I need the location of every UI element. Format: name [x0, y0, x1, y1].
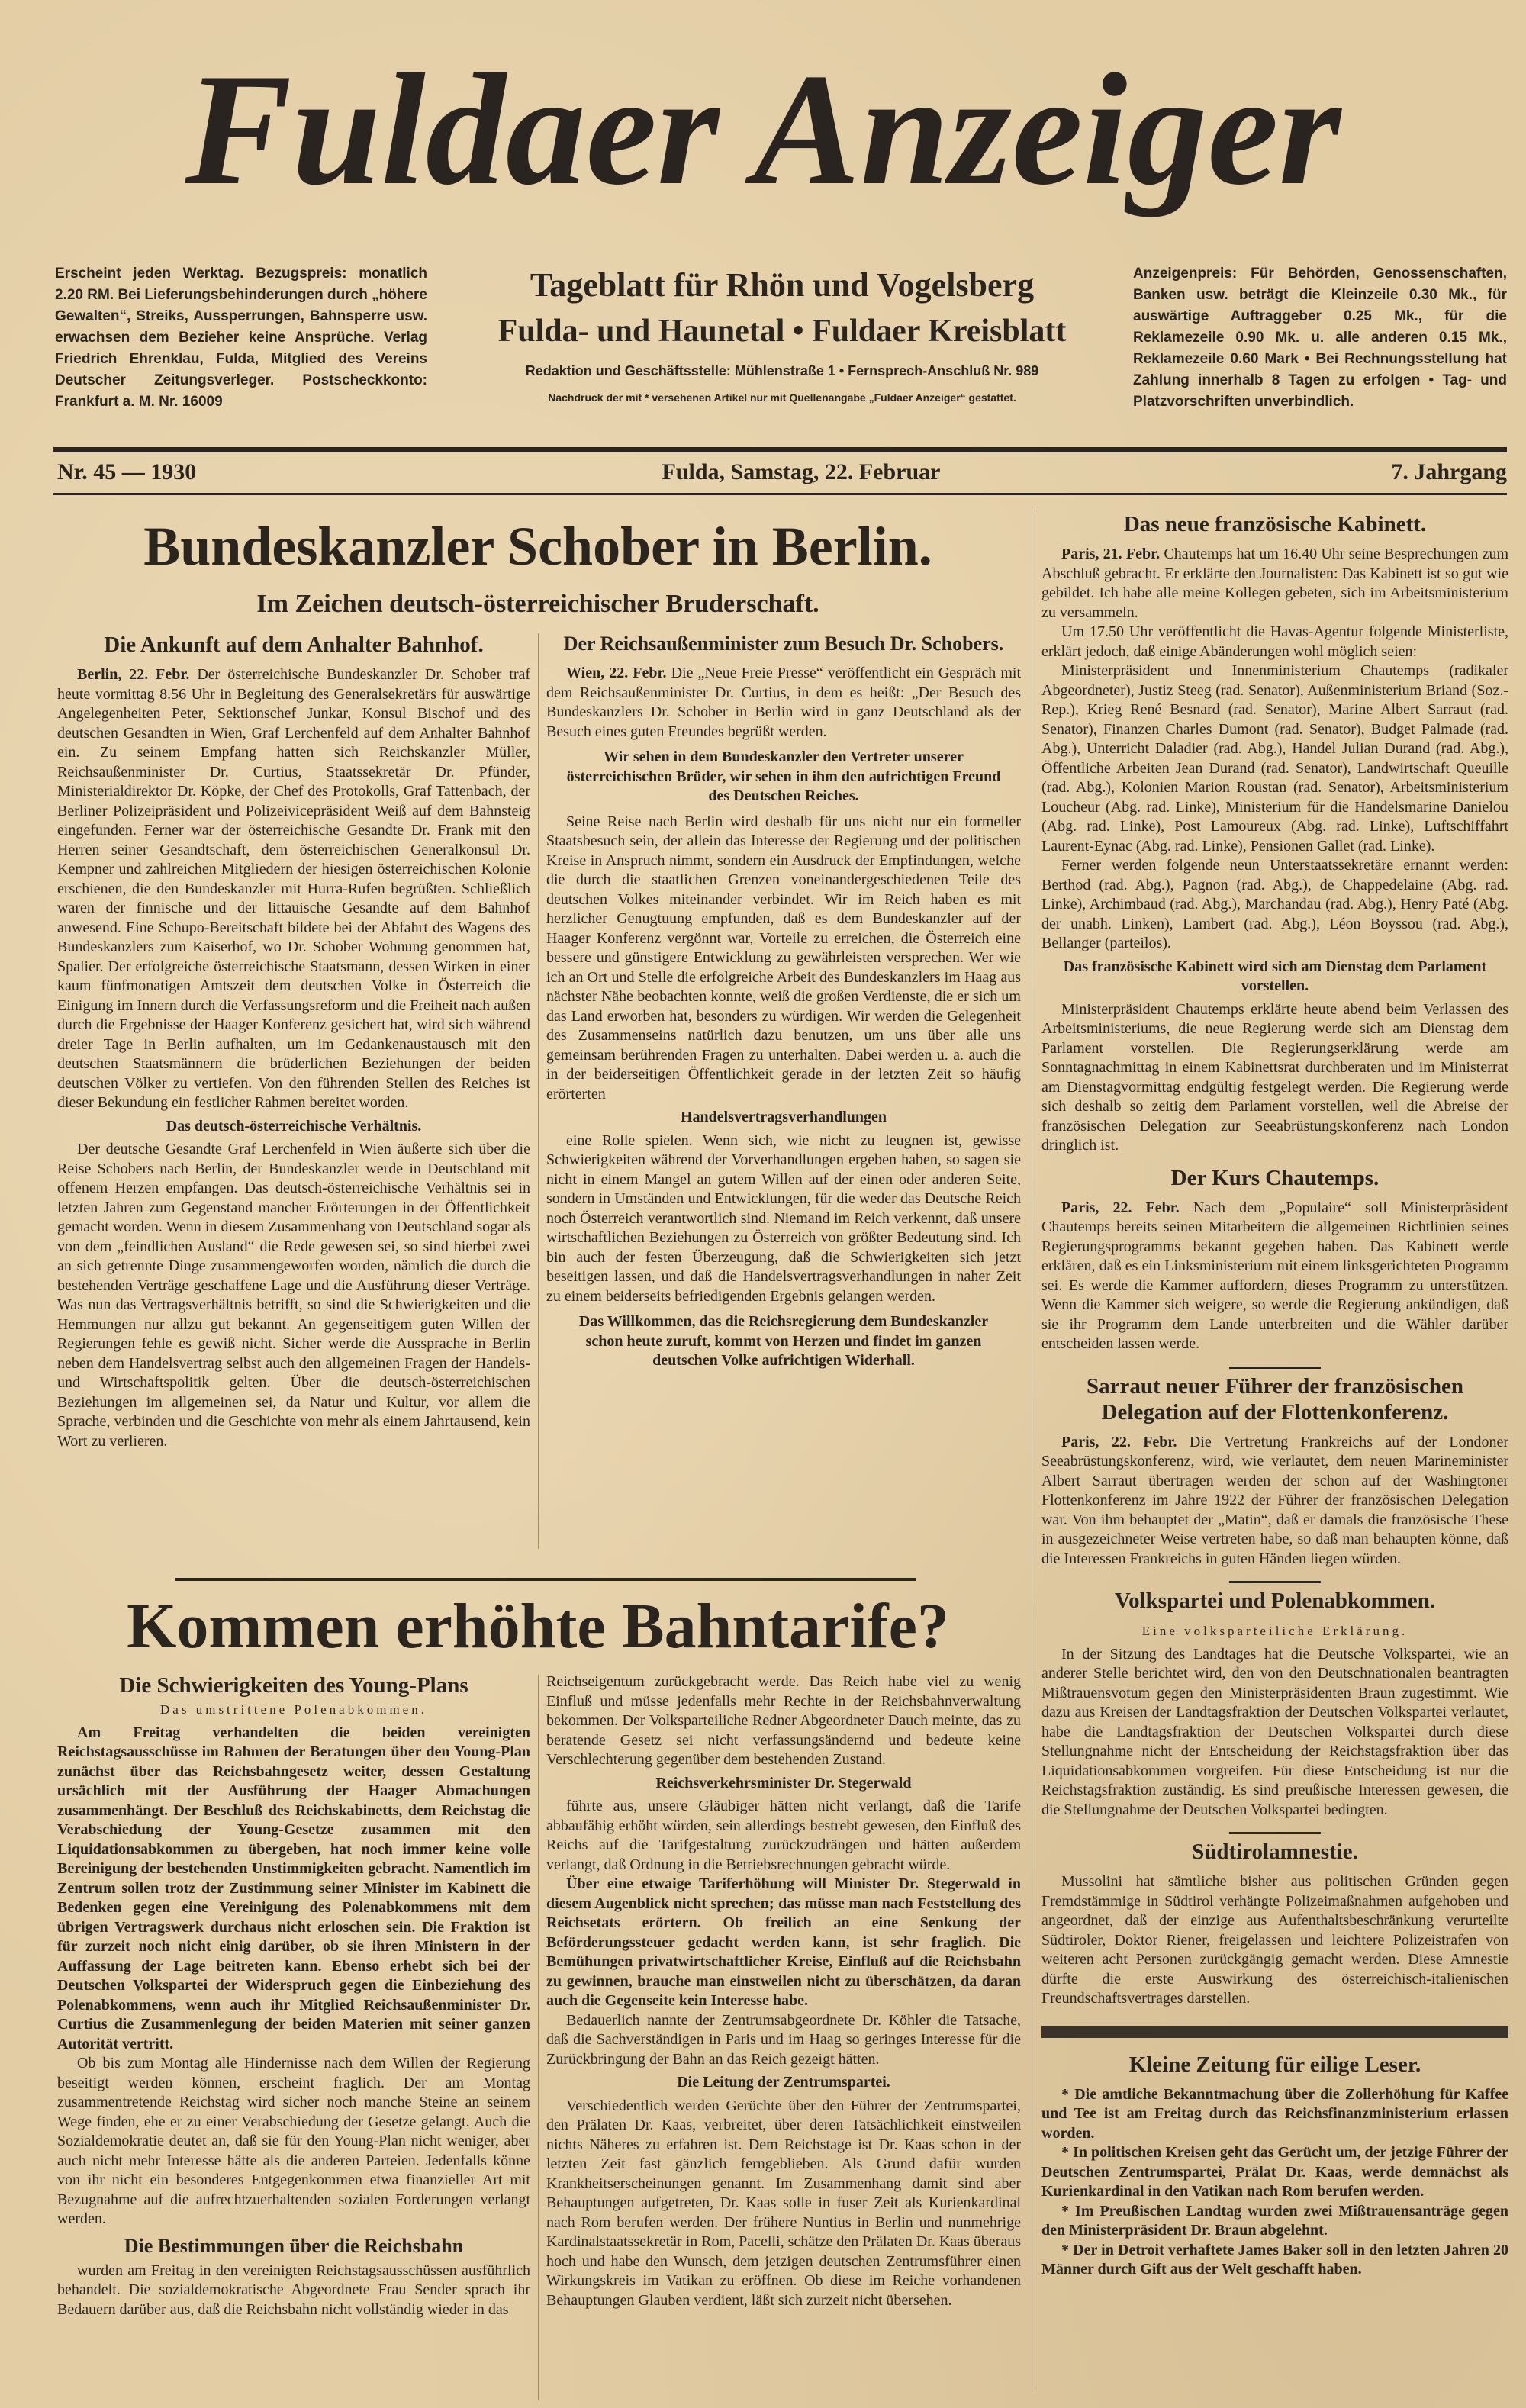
issue-number: Nr. 45 — 1930	[57, 459, 197, 484]
article-dateline: Paris, 21. Febr.	[1061, 546, 1161, 562]
dark-band-rule	[1041, 2026, 1508, 2038]
right-column	[1041, 507, 1508, 2280]
lead-column-1	[57, 627, 530, 1451]
second-column-2	[546, 1672, 1021, 2310]
section-rule	[175, 1578, 916, 1581]
article-heading: Der Kurs Chautemps.	[1170, 1165, 1380, 1190]
news-item: * Im Preußischen Landtag wurden zwei Mißtrauensanträge gegen den Ministerpräsident Dr. Braun abgelehnt.	[1041, 2202, 1508, 2239]
lead-subheadline: Im Zeichen deutsch-österreichischer Bruderschaft.	[256, 590, 819, 618]
article-dateline: Wien, 22. Febr.	[566, 665, 667, 681]
article-text: wurden am Freitag in den vereinigten Reichstagsausschüssen ausführlich behandelt. Die sozialdemokratische Abgeordnete Frau Sender sprach ihr Bedauern darüber aus, daß die Reichsbahn nicht vollständig wieder in das	[57, 2262, 530, 2318]
article-heading: Die Schwierigkeiten des Young-Plans	[119, 1673, 468, 1698]
article-text: Ob bis zum Montag alle Hindernisse nach dem Willen der Regierung beseitigt werden können, erscheint fraglich. Der am Montag zusammentretende Reichstag wird sicher noch manche Steine an seinem Wege finden, ehe er zu einer Verabschiedung der Gesetze gelangt. Auch die Sozialdemokratie deutet an, daß sie für den Young-Plan nicht weniger, aber auch nicht mehr Interesse hätte als die anderen Parteien. Jedenfalls könne von ihr nicht ein besonderes Entgegenkommen etwa finanzieller Art mit Bezugnahme auf die aufrechtzuerhaltenden sozialen Forderungen verlangt werden.	[57, 2055, 530, 2227]
article-text: In der Sitzung des Landtages hat die Deutsche Volkspartei, wie an anderer Stelle berichtet wird, den von den Deutschnationalen beantragten Mißtrauensvotum gegen den Ministerpräsidenten Braun zugestimmt. Wie dazu aus Kreisen der Landtagsfraktion der Deutschen Volkspartei verlautet, habe die Landtagsfraktion der Deutschen Volkspartei durch diese Stellungnahme nicht der Entscheidung der Reichstagsfraktion über das Liquidationsabkommen vorgreifen. Für diese Entscheidung ist nur die Reichstagsfraktion zuständig. Es sind preußische Interessen gewesen, die die Stellungnahme der Deutschen Volkspartei bedingten.	[1041, 1645, 1508, 1818]
article-text: Mussolini hat sämtliche bisher aus politischen Gründen gegen Fremdstämmige in Südtirol verhängte Polizeimaßnahmen aufgehoben und angeordnet, daß der einzige aus Aufenthaltsbeschränkung verurteilte Südtiroler, Doktor Riener, freigelassen und leichtere Polizeistrafen von weiteren acht Personen zurückgängig gemacht werden. Diese Amnestie dürfte die erste Auswirkung des österreichisch-italienischen Freundschaftsvertrages darstellen.	[1041, 1873, 1508, 2007]
article-heading: Der Reichsaußenminister zum Besuch Dr. Schobers.	[563, 633, 1004, 655]
header-rule	[53, 447, 1507, 452]
address-line: Redaktion und Geschäftsstelle: Mühlenstraße 1 • Fernsprech-Anschluß Nr. 989	[525, 363, 1039, 378]
short-rule	[1229, 1367, 1321, 1369]
short-rule	[1229, 1581, 1321, 1583]
article-heading: Die Bestimmungen über die Reichsbahn	[124, 2234, 464, 2257]
article-subheading: Eine volksparteiliche Erklärung.	[1141, 1624, 1408, 1638]
article-text: Ferner werden folgende neun Unterstaatssekretäre ernannt werden: Berthod (rad. Abg.), Pagnon (rad. Abg.), de Chappedelaine (Abg. rad. Linke), Archimbaud (rad. Abg.), Marchandau (rad. Abg.), Henry Paté (Abg. der unabh. Linken), Lambert (rad. Abg.), Léon Boyssou (rad. Abg.), Bellanger (parteilos).	[1041, 857, 1508, 951]
article-text: Chautemps hat um 16.40 Uhr seine Besprechungen zum Abschluß gebracht. Er erklärte den Journalisten: Das Kabinett ist so gut wie gebildet. Ich habe alle meine Kollegen gebeten, sich im Arbeitsministerium zu versammeln.	[1041, 546, 1508, 621]
article-heading: Das neue französische Kabinett.	[1123, 512, 1427, 536]
section-subheading: Handelsvertragsverhandlungen	[680, 1109, 887, 1125]
article-heading: Sarraut neuer Führer der französischen Delegation auf der Flottenkonferenz.	[1086, 1373, 1464, 1425]
section-subheading: Die Leitung der Zentrumspartei.	[677, 2074, 890, 2091]
short-rule	[1229, 1832, 1321, 1834]
newspaper-title: Fuldaer Anzeiger	[185, 41, 1341, 218]
lead-headline: Bundeskanzler Schober in Berlin.	[143, 516, 932, 577]
article-text: Der österreichische Bundeskanzler Dr. Schober traf heute vormittag 8.56 Uhr in Begleitung des Generalsekretärs für auswärtige Angelegenheiten Peter, Sektionschef Junkar, Konsul Bischof und des deutschen Gesandten in Wien, Graf Lerchenfeld auf dem Anhalter Bahnhof ein. Zu seinem Empfang hatten sich Reichskanzler Müller, Reichsaußenminister Dr. Curtius, Staatssekretär Dr. Pfünder, Ministerialdirektor Dr. Köpke, der Chef des Protokolls, Graf Tattenbach, der Berliner Polizeipräsident und Polizeivicepräsident Weiß auf dem Bahnsteig eingefunden. Ferner war der österreichische Gesandte Dr. Frank mit den Herren seiner Gesandtschaft, dem österreichischen Generalkonsul Dr. Kempner und zahlreichen Mitgliedern der hiesigen österreichischen Kolonie erschienen, die den Bundeskanzler mit Hurra-Rufen begrüßten. Schließlich waren der finnische und der littauische Gesandte auf dem Bahnhof anwesend. Eine Schupo-Bereitschaft bildete bei der Abfahrt des Wagens des Bundeskanzlers zum Kaiserhof, wo Dr. Schober Wohnung genommen hat, Spalier. Der erfolgreiche österreichische Staatsmann, dessen Wirken in einer kaum fünfmonatigen Amtszeit dem deutschen Volke in Österreich die Einigung im Innern durch die Verfassungsreform und die Freiheit nach außen durch die Ergebnisse der Haager Konferenz gesichert hat, wird sich während dreier Tage in Berlin aufhalten, um im Gedankenaustausch mit den deutschen Staatsmännern die brüderlichen Beziehungen der beiden deutschen Völker zu vertiefen. Von den führenden Stellen des Reiches ist dieser Bekundung ein festlicher Rahmen bereitet worden.	[57, 666, 531, 1111]
article-text: Bedauerlich nannte der Zentrumsabgeordnete Dr. Köhler die Tatsache, daß die Sachverständigen in Paris und im Haag so geringes Interesse für die Zurückbringung der Bahn an das Reich gezeigt hätten.	[546, 2011, 1021, 2068]
news-item: * In politischen Kreisen geht das Gerücht um, der jetzige Führer der Deutschen Zentrumspartei, Prälat Dr. Kaas, werde demnächst als Kurienkardinal in den Vatikan nach Rom berufen werden.	[1041, 2144, 1508, 2200]
article-text: Um 17.50 Uhr veröffentlicht die Havas-Agentur folgende Ministerliste, erklärt jedoch, daß einige Abänderungen wohl möglich seien:	[1041, 623, 1508, 660]
section-subheading: Reichsverkehrsminister Dr. Stegerwald	[655, 1774, 912, 1792]
news-item: * Der in Detroit verhaftete James Baker soll in den letzten Jahren 20 Männer durch Gift aus der Welt geschafft haben.	[1041, 2241, 1508, 2278]
article-text: führte aus, unsere Gläubiger hätten nicht verlangt, daß die Tarife abbaufähig erhöht würden, sein allerdings bestrebt gewesen, den Einfluß des Reichs auf die Tarifgestaltung zurückzudrängen und hätten außerdem verlangt, daß Ordnung in die Betriebsrechnungen gebracht würde.	[546, 1798, 1021, 1873]
article-text: Am Freitag verhandelten die beiden vereinigten Reichstagsausschüsse im Rahmen der Beratungen über den Young-Plan zunächst über das Reichsbahngesetz weiter, dessen Gestaltung ursächlich mit der Ausführung der Haager Abmachungen zusammenhängt. Der Beschluß des Reichskabinetts, dem Reichstag die Verabschiedung der Young-Gesetze zusammen mit den Liquidationsabkommen zu übergeben, hat noch immer keine volle Bereinigung der bestehenden Unstimmigkeiten gebracht. Namentlich im Zentrum sollen trotz der Zustimmung seiner Minister im Kabinett die Bedenken gegen eine Vereinigung des Polenabkommens mit dem übrigen Vertragswerk durchaus nicht erloschen sein. Die Fraktion ist für zurzeit noch nicht einig darüber, ob sie ihren Ministern in der Auffassung der Lage beitreten kann. Ebenso erhebt sich bei der Deutschen Volkspartei der Widerspruch gegen die Einbeziehung des Polenabkommens, wenn auch ihr Mitglied Reichsaußenminister Dr. Curtius die Zusammenlegung der beiden Materien mit seiner ganzen Autorität vertritt.	[57, 1724, 530, 2052]
article-text: Verschiedentlich werden Gerüchte über den Führer der Zentrumspartei, den Prälaten Dr. Kaas, verbreitet, über deren Tatsächlichkeit einstweilen nichts Näheres zu erfahren ist. Dem Reichstage ist Dr. Kaas schon in der letzten Zeit fast gänzlich ferngeblieben. Als Grund dafür wurden Krankheitserscheinungen genannt. Im Zusammenhang damit sind aber Behauptungen aufgetreten, Dr. Kaas solle in fuser Zeit als Kurienkardinal nach Rom berufen werden. Der frühere Nuntius in Berlin und nunmehrige Kardinalstaatssekretär in Rom, Pacelli, schätze den Prälaten Dr. Kaas überaus hoch und habe den Wunsch, dem jetzigen deutschen Zentrumsführer einen Wirkungskreis im Vatikan zu eröffnen. Ob diese im Reiche vorhandenen Behauptungen Glauben verdient, läßt sich zurzeit nicht übersehen.	[546, 2097, 1022, 2309]
reprint-note: Nachdruck der mit * versehenen Artikel nur mit Quellenangabe „Fuldaer Anzeiger“ gestattet.	[548, 391, 1016, 404]
subscription-info: Erscheint jeden Werktag. Bezugspreis: monatlich 2.20 RM. Bei Lieferungsbehinderungen durch „höhere Gewalten“, Streiks, Aussperrungen, Bahnsperre usw. erwachsen dem Bezieher keine Ansprüche. Verlag Friedrich Ehrenklau, Fulda, Mitglied des Vereins Deutscher Zeitungsverleger. Postscheckkonto: Frankfurt a. M. Nr. 16009	[55, 266, 427, 410]
article-text: Nach dem „Populaire“ soll Ministerpräsident Chautemps bereits seinen Mitarbeitern die allgemeinen Richtlinien seines Regierungsprogramms bekannt gegeben haben. Das Kabinett werde erklären, daß es ein Linksministerium mit einem linksgerichteten Programm sei. Es werde die Kammer auffordern, dieses Programm zu unterstützen. Wenn die Kammer sich weigere, so werde die Regierung ankündigen, daß sie ihr Programm dem Lande unterbreiten und die Wähler darüber entscheiden lassen werde.	[1041, 1199, 1509, 1352]
article-heading: Kleine Zeitung für eilige Leser.	[1128, 2052, 1421, 2077]
article-dateline: Berlin, 22. Febr.	[77, 666, 190, 683]
subtitle-1: Tageblatt für Rhön und Vogelsberg	[530, 266, 1035, 304]
article-heading: Volkspartei und Polenabkommen.	[1114, 1589, 1436, 1613]
article-text: Über eine etwaige Tariferhöhung will Minister Dr. Stegerwald in diesem Augenblick nicht sprechen; das müsse man nach Feststellung des Reichsetats erörtern. Ob freilich an eine Senkung der Beförderungssteuer gedacht werden kann, ist sehr fraglich. Die Bemühungen privatwirtschaftlicher Kreise, Einfluß auf die Reichsbahn zu gewinnen, brauche man einstweilen nicht zu überschätzen, da daran auch die Gegenseite kein Interesse habe.	[546, 1875, 1021, 2009]
dateline-rule	[53, 493, 1507, 495]
second-headline: Kommen erhöhte Bahntarife?	[127, 1591, 949, 1662]
closing-statement: Das Willkommen, das die Reichsregierung dem Bundeskanzler schon heute zuruft, kommt von Herzen und findet im ganzen deutschen Volke aufrichtigen Widerhall.	[578, 1313, 989, 1369]
article-text: Der deutsche Gesandte Graf Lerchenfeld in Wien äußerte sich über die Reise Schobers nach Berlin, der Bundeskanzler werde in Deutschland mit offenem Herzen empfangen. Das deutsch-österreichische Verhältnis sei in letzten Jahren zum Gegenstand mancher Erörterungen in der Öffentlichkeit gemacht worden. Wenn in diesem Zusammenhang von Deutschland sogar als von dem „feindlichen Ausland“ die Rede gewesen sei, so sind hierbei zwei an sich getrennte Dinge zusammengeworfen worden, nämlich die durch die bestehenden Verträge geschaffene Lage und die Ausführung dieser Verträge. Was nun das Vertragsverhältnis betrifft, so sind die Schwierigkeiten und die Hemmungen nur allzu gut bekannt. An gegenseitigem guten Willen der Regierungen fehle es gewiß nicht. Sicher werde die Aussprache in Berlin neben dem Handelsvertrag selbst auch den allgemeinen Fragen der Handels- und Wirtschaftspolitik gelten. Über die deutsch-österreichischen Beziehungen im allgemeinen sei, da Natur und Kultur, vor allem die Sprache, verbinden und die Geschichte von mehr als einem Jahrtausend, kein Wort zu verlieren.	[57, 1141, 530, 1450]
article-dateline: Paris, 22. Febr.	[1061, 1199, 1180, 1216]
news-item: * Die amtliche Bekanntmachung über die Zollerhöhung für Kaffee und Tee ist am Freitag durch das Reichsfinanzministerium erlassen worden.	[1041, 2085, 1508, 2142]
subtitle-2: Fulda- und Haunetal • Fuldaer Kreisblatt	[497, 314, 1067, 349]
article-text: Reichseigentum zurückgebracht werde. Das Reich habe viel zu wenig Einfluß und müsse jedenfalls mehr Rechte in der Reichsbahnverwaltung bekommen. Der Volksparteiliche Redner Abgeordneter Dauch meinte, das zu beratende Gesetz sei nicht verfassungsändernd und bedeute keine Verschlechterung gegenüber dem bestehenden Zustand.	[546, 1673, 1021, 1768]
article-text: Die Vertretung Frankreichs auf der Londoner Seeabrüstungskonferenz, wird, wie verlautet, dem neuen Marineminister Albert Sarraut übertragen werden der schon auf der Washingtoner Flottenkonferenz im Jahre 1922 der Führer der französischen Delegation war. Von ihm behauptet der „Matin“, daß er damals die französische These in ausgezeichneter Weise vertreten habe, so daß man behaupten könne, daß die Interessen Frankreichs in guten Händen liegen würden.	[1041, 1433, 1508, 1567]
second-column-1	[57, 1669, 530, 2319]
article-heading: Die Ankunft auf dem Anhalter Bahnhof.	[104, 633, 484, 657]
article-dateline: Paris, 22. Febr.	[1061, 1433, 1177, 1450]
article-text: Die „Neue Freie Presse“ veröffentlicht ein Gespräch mit dem Reichsaußenminister Dr. Curtius, in dem es heißt: „Der Besuch des Bundeskanzlers Dr. Schober in Berlin wird in ganz Deutschland als der Besuch eines guten Freundes begrüßt werden.	[546, 665, 1022, 740]
section-subheading: Das deutsch-österreichische Verhältnis.	[166, 1117, 422, 1135]
advertising-rates: Anzeigenpreis: Für Behörden, Genossenschaften, Banken usw. beträgt die Kleinzeile 0.30 Mk., für auswärtige Auftraggeber 0.25 Mk., für die Reklamezeile 0.90 Mk. u. alle anderen 0.15 Mk., Reklamezeile 0.60 Mark • Bei Rechnungsstellung hat Zahlung innerhalb 8 Tagen zu erfolgen • Tag- und Platzvorschriften unverbindlich.	[1133, 266, 1507, 410]
section-subheading: Das französische Kabinett wird sich am Dienstag dem Parlament vorstellen.	[1063, 958, 1487, 994]
emphasis-quote: Wir sehen in dem Bundeskanzler den Vertreter unserer österreichischen Brüder, wir sehen in ihm den aufrichtigen Freund des Deutschen Reiches.	[566, 748, 1001, 804]
lead-column-2	[546, 627, 1021, 1377]
column-divider	[538, 1675, 539, 2400]
article-text: Ministerpräsident Chautemps erklärte heute abend beim Verlassen des Arbeitsministeriums, die neue Regierung werde sich am Dienstag dem Parlament vorstellen. Die Regierungserklärung werde am Sonntagnachmittag in einem Kabinettsrat durchberaten und im Ministerrat am Dienstagvormittag endgültig festgelegt werden. Die Regierung werde sich deshalb so zeitig dem Parlament vorstellen, weil die Abreise der französischen Delegation zur Seeabrüstungskonferenz nach London dringlich ist.	[1041, 1000, 1508, 1154]
article-text: eine Rolle spielen. Wenn sich, wie nicht zu leugnen ist, gewisse Schwierigkeiten während der Vorverhandlungen ergeben haben, so sagen sie nicht in einem Mangel an gutem Willen auf der einen oder anderen Seite, sondern in Umständen und Entwicklungen, für die weder das Deutsche Reich noch Österreich verantwortlich sind. Niemand im Reich verkennt, daß unsere wirtschaftlichen Beziehungen zu Österreich von größter Bedeutung sind. Ich bin auch der festen Überzeugung, daß die Schwierigkeiten sich jetzt beseitigen lassen, und daß die Handelsvertragsverhandlungen in naher Zeit zu einem beiderseits befriedigenden Ergebnis gelangen werden.	[546, 1132, 1021, 1305]
article-subheading: Das umstrittene Polenabkommen.	[160, 1702, 427, 1717]
article-text: Ministerpräsident und Innenministerium Chautemps (radikaler Abgeordneter), Justiz Steeg (rad. Senator), Außenministerium Briand (Soz.-Rep.), Krieg René Besnard (rad. Senator), Marine Albert Sarraut (rad. Senator), Finanzen Charles Dumont (rad. Senator), Budget Palmade (rad. Abg.), Unterricht Daladier (rad. Abg.), Handel Julian Durand (rad. Abg.), Öffentliche Arbeiten Jean Durand (rad. Senator), Landwirtschaft Queuille (rad. Abg.), Kolonien Marion Roustan (rad. Senator), Arbeitsministerium Loucheur (Abg. rad. Linke), Ministerium für die Handelsmarine Danielou (Abg. rad. Linke), Post Lamoureux (Abg. rad. Linke), Luftschiffahrt Laurent-Eynac (Abg. rad. Linke), Pensionen Gallet (rad. Linke).	[1041, 662, 1508, 855]
article-heading: Südtirolamnestie.	[1192, 1840, 1358, 1864]
column-divider	[538, 633, 539, 1549]
dateline: Fulda, Samstag, 22. Februar	[662, 459, 941, 484]
volume: 7. Jahrgang	[1391, 459, 1507, 484]
article-text: Seine Reise nach Berlin wird deshalb für uns nicht nur ein formeller Staatsbesuch sein, der allein das Interesse der Regierung und der politischen Kreise in Anspruch nimmt, sondern ein Ausdruck der Empfindungen, welche die durch die staatlichen Grenzen voneinandergeschiedenen Teile des deutschen Volkes miteinander verbindet. Wir im Reich haben es mit herzlicher Genugtuung empfunden, daß es dem Bundeskanzler auf der Haager Konferenz vergönnt war, Vorteile zu erreichen, die Österreich eine bessere und günstigere Entwicklung zu gewährleisten versprechen. Wer wie ich an Ort und Stelle die erfolgreiche Arbeit des Bundeskanzlers im Haag aus nächster Nähe beobachten konnte, weiß die großen Verdienste, die er sich um das Land erworben hat, besonders zu würdigen. Wir werden die Gelegenheit des Zusammenseins natürlich dazu benutzen, um uns über alle uns gemeinsam berührenden Fragen zu unterhalten. Dabei werden u. a. auch die in der beiderseitigen Öffentlichkeit gerade in der letzten Zeit so häufig erörterten	[546, 813, 1021, 1103]
